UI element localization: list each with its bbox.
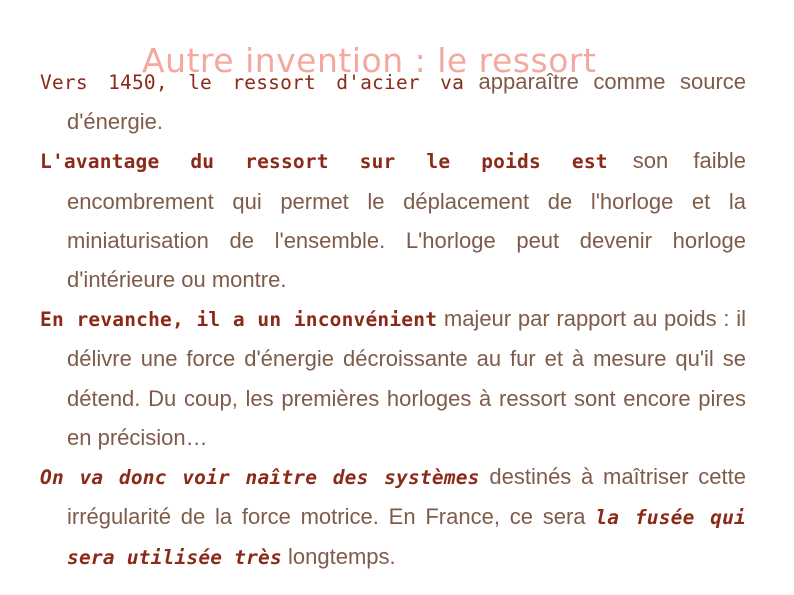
paragraph-3	[40, 299, 746, 457]
paragraph-2	[40, 141, 746, 299]
paragraph-3-text: majeur par rapport au poids : il délivre une force d'énergie décroissante au fur et à mesure qu'il se détend. Du coup, les premières horloges à ressort sont encore pires en précision…	[67, 306, 746, 450]
paragraph-4-text-2: longtemps.	[281, 544, 396, 570]
paragraph-1-emphasis: Vers 1450, le ressort d'acier va	[40, 71, 465, 94]
slide-body	[40, 62, 746, 578]
paragraph-4-emphasis: On va donc voir naître des systèmes	[40, 466, 480, 490]
paragraph-4-emphasis-2: la fusée qui sera utilisée très	[67, 506, 746, 570]
paragraph-3-emphasis: En revanche, il a un inconvénient	[40, 308, 438, 332]
paragraph-1-text: apparaître comme source d'énergie.	[67, 69, 746, 135]
slide-title: Autre invention : le ressort	[142, 41, 597, 80]
paragraph-4	[40, 457, 746, 578]
paragraph-2-text: son faible encombrement qui permet le déplacement de l'horloge et la miniaturisation de l'ensemble. L'horloge peut devenir horloge d'intérieure ou montre.	[67, 148, 746, 293]
paragraph-2-emphasis: L'avantage du ressort sur le poids est	[40, 150, 608, 174]
paragraph-4-text: destinés à maîtriser cette irrégularité de la force motrice. En France, ce sera	[67, 464, 746, 530]
